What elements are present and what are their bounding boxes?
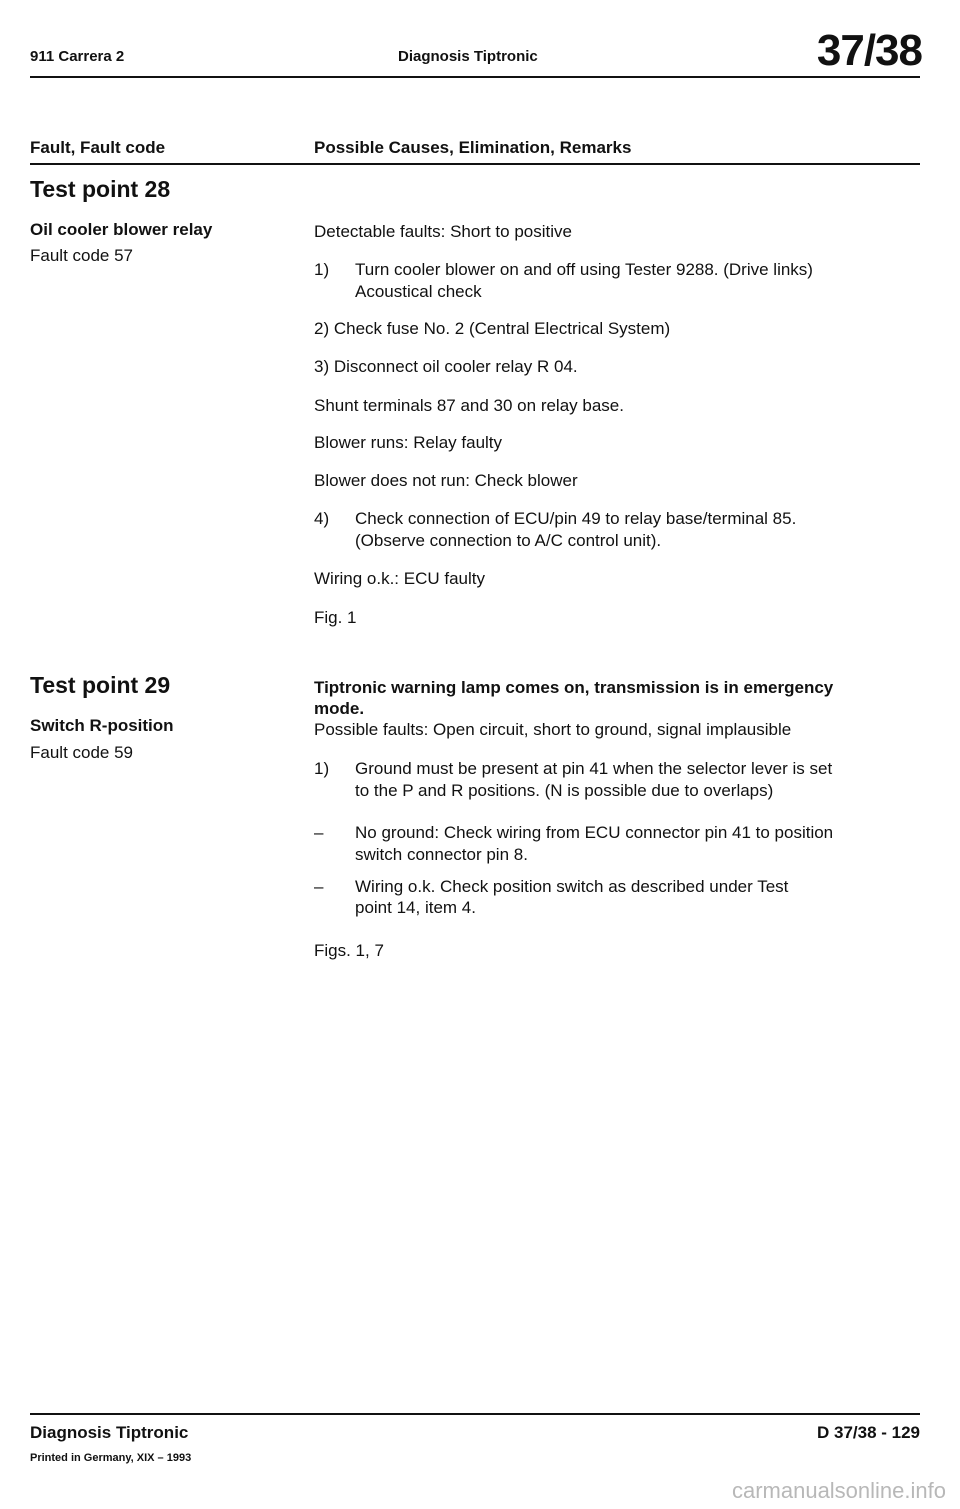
header-divider: [30, 76, 920, 78]
header-title: Diagnosis Tiptronic: [398, 48, 538, 65]
test-point-29-component: Switch R-position: [30, 716, 174, 735]
column-heading-causes: Possible Causes, Elimination, Remarks: [314, 138, 632, 157]
tp29-no-ground: No ground: Check wiring from ECU connector pin 41 to position: [355, 823, 834, 842]
tp29-dash-1: –: [314, 823, 324, 842]
column-heading-divider: [30, 163, 920, 165]
tp28-step-3: 3) Disconnect oil cooler relay R 04.: [314, 357, 578, 376]
column-heading-fault: Fault, Fault code: [30, 138, 166, 157]
footer-printed-note: Printed in Germany, XIX – 1993: [30, 1452, 192, 1464]
tp29-wiring-ok: Wiring o.k. Check position switch as described under Test: [355, 877, 789, 896]
test-point-28-title: Test point 28: [30, 176, 171, 202]
footer-divider: [30, 1413, 920, 1415]
tp29-no-ground-continued: switch connector pin 8.: [355, 845, 528, 864]
tp28-detectable-faults: Detectable faults: Short to positive: [314, 222, 572, 241]
tp28-shunt-terminals: Shunt terminals 87 and 30 on relay base.: [314, 396, 624, 415]
tp28-step-1-continued: Acoustical check: [355, 282, 482, 301]
tp28-step-2: 2) Check fuse No. 2 (Central Electrical System): [314, 319, 671, 338]
tp29-step-1-continued: to the P and R positions. (N is possible due to overlaps): [355, 781, 774, 800]
header-model: 911 Carrera 2: [30, 48, 125, 65]
tp29-possible-faults: Possible faults: Open circuit, short to ground, signal implausible: [314, 720, 792, 739]
footer-page-number: D 37/38 - 129: [816, 1423, 920, 1442]
test-point-28-component: Oil cooler blower relay: [30, 220, 213, 239]
tp29-warning-lamp: Tiptronic warning lamp comes on, transmission is in emergency: [314, 678, 834, 697]
tp28-figure-reference: Fig. 1: [314, 608, 357, 627]
test-point-29-fault-code: Fault code 59: [30, 743, 134, 762]
tp28-step-1-number: 1): [314, 260, 330, 279]
tp28-blower-not-run: Blower does not run: Check blower: [314, 471, 578, 490]
tp29-dash-2: –: [314, 877, 324, 896]
tp29-warning-lamp-continued: mode.: [314, 699, 365, 718]
tp29-step-1-number: 1): [314, 759, 330, 778]
tp28-blower-runs: Blower runs: Relay faulty: [314, 433, 503, 452]
tp28-wiring-ok: Wiring o.k.: ECU faulty: [314, 569, 485, 588]
header-group-number: 37/38: [816, 26, 922, 75]
test-point-29-title: Test point 29: [30, 672, 171, 698]
tp28-step-1-text: Turn cooler blower on and off using Tester 9288. (Drive links): [355, 260, 813, 279]
tp28-step-4-continued: (Observe connection to A/C control unit).: [355, 531, 662, 550]
tp28-step-4-text: Check connection of ECU/pin 49 to relay base/terminal 85.: [355, 509, 797, 528]
tp29-step-1-text: Ground must be present at pin 41 when the selector lever is set: [355, 759, 833, 778]
tp29-wiring-ok-continued: point 14, item 4.: [355, 898, 476, 917]
watermark-text: carmanualsonline.info: [731, 1478, 946, 1503]
test-point-28-fault-code: Fault code 57: [30, 246, 134, 265]
tp28-step-4-number: 4): [314, 509, 330, 528]
tp29-figure-reference: Figs. 1, 7: [314, 941, 384, 960]
footer-title: Diagnosis Tiptronic: [30, 1423, 189, 1442]
